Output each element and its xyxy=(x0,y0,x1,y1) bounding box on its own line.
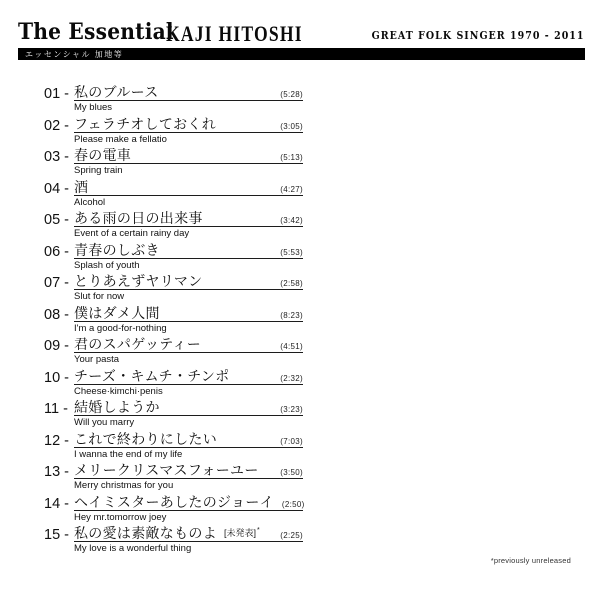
track-annotation xyxy=(138,149,139,163)
track-title-english: I wanna the end of my life xyxy=(74,448,183,460)
track-duration: (2:32) xyxy=(280,373,303,383)
artist-name: KAJI HITOSHI xyxy=(166,21,303,46)
track-title-english: My love is a wonderful thing xyxy=(74,543,192,554)
track-title-box xyxy=(74,336,303,353)
track-title-box xyxy=(74,210,303,227)
track-annotation xyxy=(208,338,209,352)
track-annotation xyxy=(266,464,267,478)
track-title-line xyxy=(44,462,324,480)
track-annotation xyxy=(224,527,260,541)
track-separator: - xyxy=(64,180,69,197)
track-title-box xyxy=(74,304,303,322)
track-annotation xyxy=(166,86,167,100)
track-number: 07 xyxy=(44,275,61,291)
track-number: 08 xyxy=(44,306,61,323)
track-title-japanese: 青春のしぶき xyxy=(74,241,160,258)
track-number-block xyxy=(44,308,74,322)
track-title-japanese: フェラチオしておくれ xyxy=(74,115,217,132)
track-annotation xyxy=(95,181,96,195)
track-number: 13 xyxy=(44,464,61,480)
track-title-english: Please make a fellatio xyxy=(74,133,167,145)
track-number: 03 xyxy=(44,149,61,165)
album-title: The Essential xyxy=(18,19,174,45)
track-title-line xyxy=(44,147,324,165)
track-annotation xyxy=(224,433,225,447)
track-title-japanese: 酒 xyxy=(74,178,89,195)
track-title-english: Event of a certain rainy day xyxy=(74,228,190,239)
track-number: 15 xyxy=(44,527,61,543)
track-row xyxy=(44,493,324,529)
track-title-line xyxy=(44,367,324,386)
track-duration: (2:50) xyxy=(281,499,305,509)
track-title-line xyxy=(44,304,324,323)
track-row xyxy=(44,304,324,340)
track-row xyxy=(44,336,324,371)
track-title-box xyxy=(74,462,303,479)
track-title-box xyxy=(74,147,303,164)
track-title-japanese: 私の愛は素敵なものよ xyxy=(74,525,217,541)
track-title-box xyxy=(74,525,303,542)
track-number-block xyxy=(44,371,74,385)
track-title-line xyxy=(44,241,324,260)
track-title-box xyxy=(74,241,303,259)
track-annotation xyxy=(167,401,168,415)
track-number: 11 xyxy=(44,401,60,417)
tracklist xyxy=(44,84,324,560)
track-number-block xyxy=(44,465,74,479)
track-title-line xyxy=(44,84,324,102)
track-number-block xyxy=(44,339,74,353)
track-annotation xyxy=(236,370,237,384)
track-title-line xyxy=(44,178,324,197)
track-duration: (5:53) xyxy=(280,247,303,257)
footnote: *previously unreleased xyxy=(490,556,571,565)
track-row xyxy=(44,84,324,119)
track-number-block xyxy=(44,87,74,101)
track-number: 06 xyxy=(44,243,61,260)
track-separator: - xyxy=(64,306,69,323)
track-row xyxy=(44,178,324,214)
track-title-japanese: ヘイミスターあしたのジョーイ xyxy=(74,493,274,510)
track-title-japanese: これで終わりにしたい xyxy=(74,430,217,447)
track-title-line xyxy=(44,210,324,228)
track-number: 09 xyxy=(44,338,61,354)
track-number-block xyxy=(44,245,74,259)
track-duration: (8:23) xyxy=(280,310,303,320)
track-title-english: Spring train xyxy=(74,165,123,176)
track-title-line xyxy=(44,525,324,543)
track-annotation-text: [未発表] xyxy=(224,528,257,538)
track-number: 05 xyxy=(44,212,61,228)
track-separator: - xyxy=(64,432,69,449)
track-title-english: Your pasta xyxy=(74,354,120,365)
track-title-english: My blues xyxy=(74,102,113,113)
track-title-english: Alcohol xyxy=(74,196,106,208)
track-title-japanese: 君のスパゲッティー xyxy=(74,336,202,352)
track-title-english: Will you marry xyxy=(74,417,135,428)
track-separator: - xyxy=(64,149,69,165)
track-separator: - xyxy=(63,401,68,417)
track-annotation xyxy=(209,275,210,289)
track-title-japanese: ある雨の日の出来事 xyxy=(74,210,203,226)
track-title-box xyxy=(74,399,303,416)
track-annotation xyxy=(210,212,211,226)
track-annotation xyxy=(167,244,168,258)
track-number: 02 xyxy=(44,117,61,134)
track-duration: (4:51) xyxy=(280,342,303,351)
track-row xyxy=(44,367,324,403)
track-title-box xyxy=(74,367,303,385)
track-title-box xyxy=(74,430,303,448)
track-duration: (5:28) xyxy=(280,90,303,99)
track-title-english: Slut for now xyxy=(74,291,125,302)
track-row xyxy=(44,115,324,151)
track-annotation-asterisk: * xyxy=(257,527,260,534)
track-title-box xyxy=(74,273,303,290)
track-title-japanese: チーズ・キムチ・チンポ xyxy=(74,367,230,384)
track-number-block xyxy=(44,528,74,542)
track-number-block xyxy=(44,150,74,164)
track-row xyxy=(44,147,324,182)
track-separator: - xyxy=(64,243,69,260)
track-duration: (3:50) xyxy=(280,468,303,477)
track-duration: (3:42) xyxy=(280,216,303,225)
track-number-block xyxy=(44,402,74,416)
track-title-japanese: 春の電車 xyxy=(74,147,132,163)
track-row xyxy=(44,525,324,560)
track-duration: (2:58) xyxy=(280,279,303,288)
track-row xyxy=(44,462,324,497)
track-number: 12 xyxy=(44,432,61,449)
track-duration: (3:05) xyxy=(280,121,303,131)
track-row xyxy=(44,273,324,308)
track-title-japanese: とりあえずヤリマン xyxy=(74,273,203,289)
track-separator: - xyxy=(64,527,69,543)
track-duration: (2:25) xyxy=(280,531,303,540)
track-annotation xyxy=(223,118,224,132)
track-title-box xyxy=(74,115,303,133)
track-title-japanese: 僕はダメ人間 xyxy=(74,304,160,321)
track-title-english: Splash of youth xyxy=(74,259,140,271)
track-title-english: Merry christmas for you xyxy=(74,480,174,491)
track-row xyxy=(44,430,324,466)
track-separator: - xyxy=(64,86,69,102)
track-row xyxy=(44,399,324,434)
track-duration: (4:27) xyxy=(280,184,303,194)
track-duration: (7:03) xyxy=(280,436,303,446)
track-number-block xyxy=(44,276,74,290)
track-row xyxy=(44,210,324,245)
track-number-block xyxy=(44,497,74,511)
track-title-english: Hey mr.tomorrow joey xyxy=(74,511,167,523)
track-title-english: I'm a good-for-nothing xyxy=(74,322,167,334)
track-separator: - xyxy=(64,464,69,480)
track-row xyxy=(44,241,324,277)
track-separator: - xyxy=(64,495,69,512)
track-title-box xyxy=(74,493,305,511)
track-title-japanese: メリークリスマスフォーユー xyxy=(74,462,259,478)
track-number-block xyxy=(44,434,74,448)
track-number: 14 xyxy=(44,495,61,512)
track-title-english: Cheese·kimchi·penis xyxy=(74,385,163,397)
track-number-block xyxy=(44,213,74,227)
track-title-line xyxy=(44,399,324,417)
track-annotation xyxy=(167,307,168,321)
track-separator: - xyxy=(64,275,69,291)
track-duration: (5:13) xyxy=(280,153,303,162)
track-number-block xyxy=(44,119,74,133)
track-separator: - xyxy=(64,338,69,354)
track-title-line xyxy=(44,115,324,134)
tagline: GREAT FOLK SINGER 1970 - 2011 xyxy=(372,29,585,42)
track-title-box xyxy=(74,84,303,101)
track-title-line xyxy=(44,493,324,512)
track-separator: - xyxy=(64,212,69,228)
track-number: 01 xyxy=(44,86,61,102)
track-title-japanese: 結婚しようか xyxy=(74,399,160,415)
track-title-japanese: 私のブルース xyxy=(74,84,159,100)
track-number: 10 xyxy=(44,369,61,386)
track-separator: - xyxy=(64,117,69,134)
track-title-line xyxy=(44,430,324,449)
track-duration: (3:23) xyxy=(280,405,303,414)
track-title-box xyxy=(74,178,303,196)
japanese-banner: エッセンシャル 加地等 xyxy=(18,48,585,60)
track-number-block xyxy=(44,182,74,196)
track-title-line xyxy=(44,273,324,291)
track-number: 04 xyxy=(44,180,61,197)
track-separator: - xyxy=(64,369,69,386)
track-title-line xyxy=(44,336,324,354)
